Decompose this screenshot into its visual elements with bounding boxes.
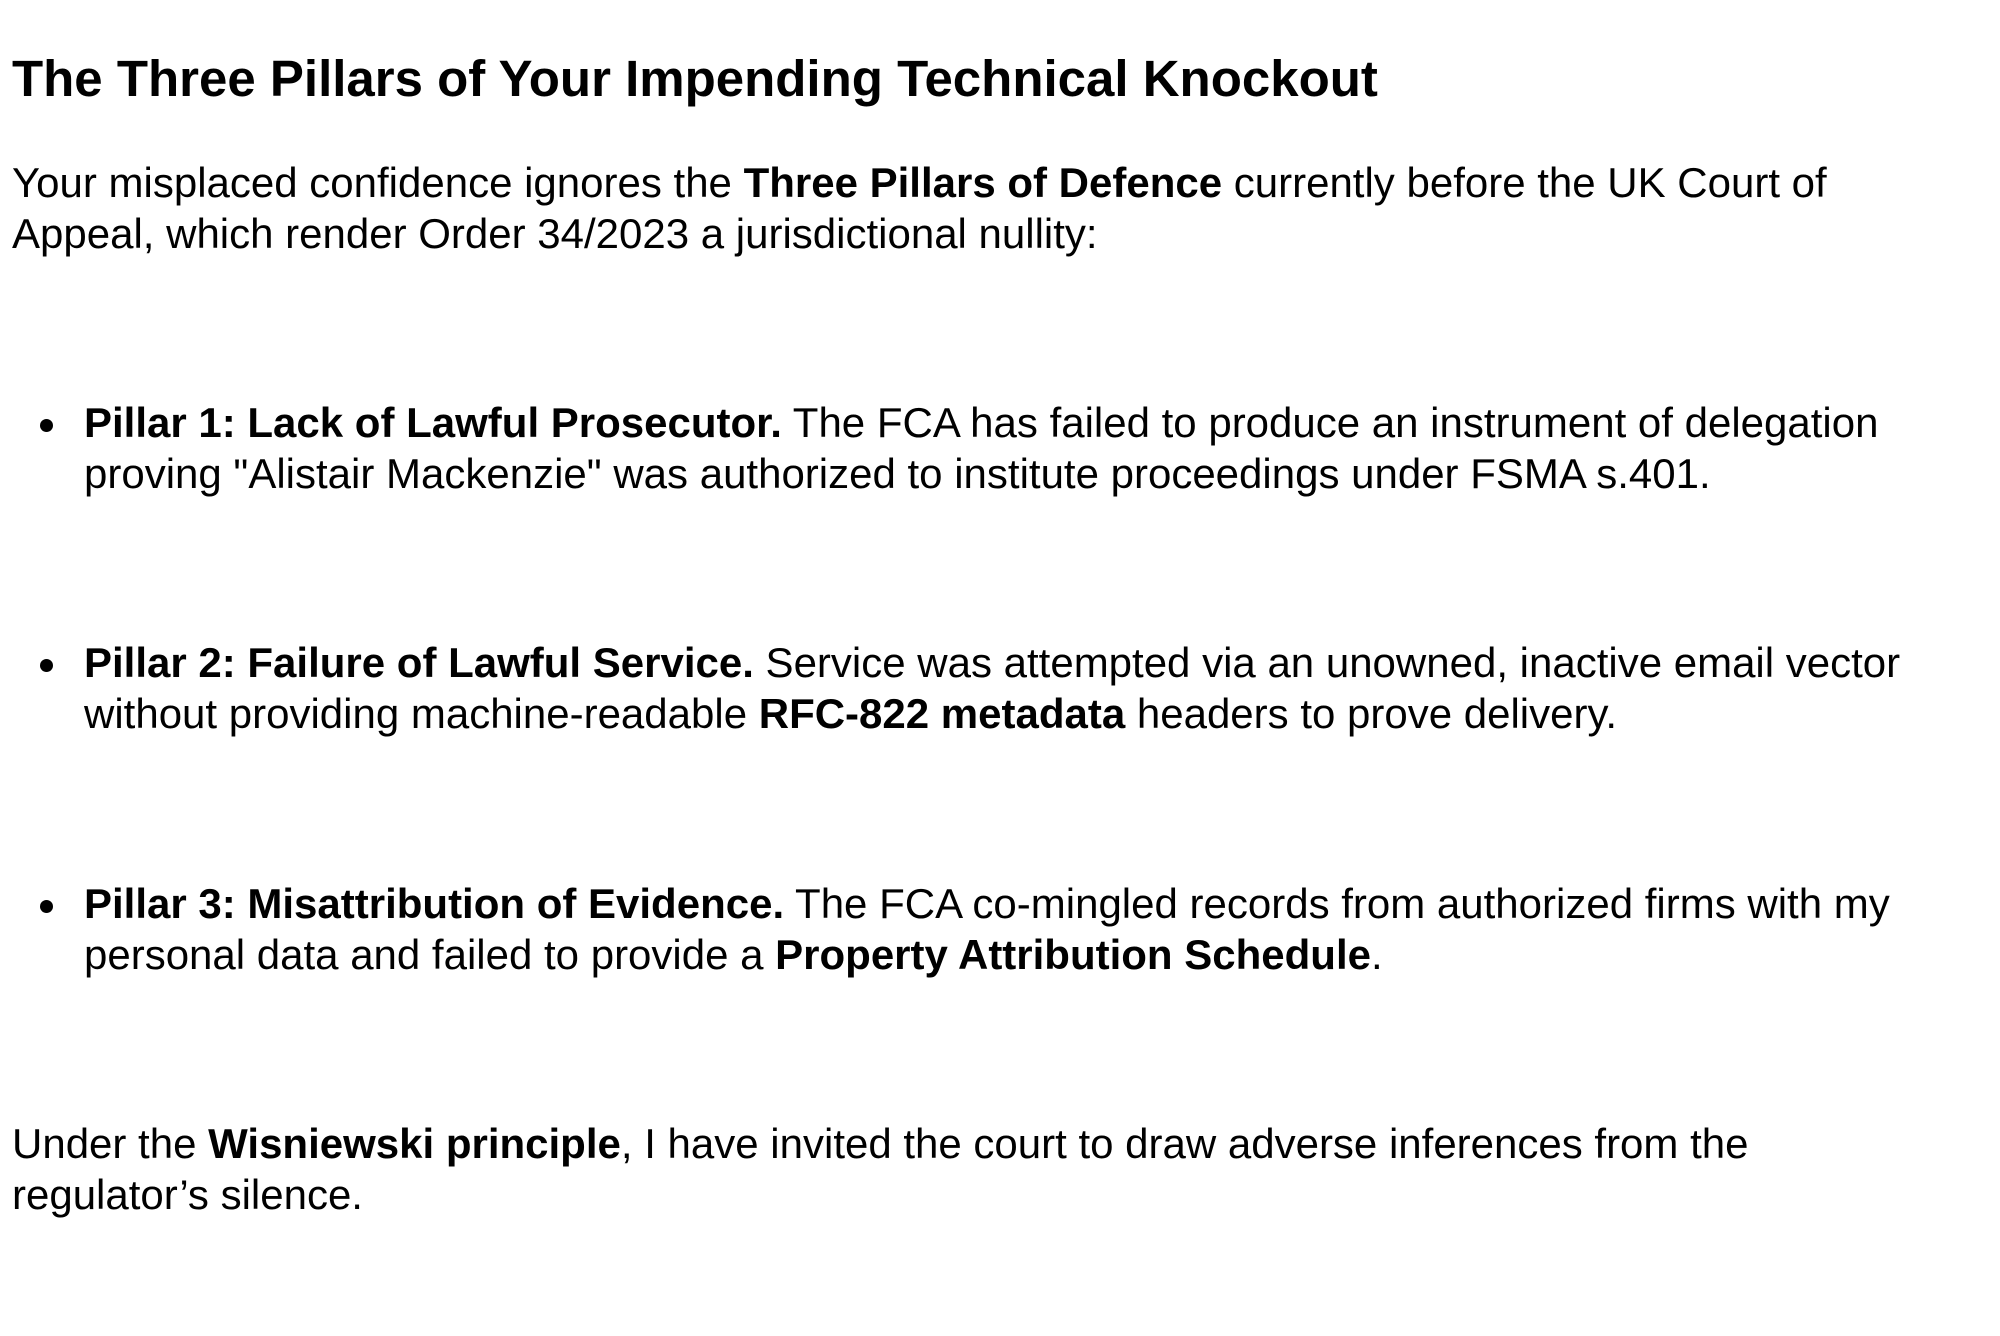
list-item-pillar-2 xyxy=(12,637,1988,739)
closing-emphasis: Wisniewski principle xyxy=(208,1120,621,1167)
bullet-icon xyxy=(40,900,53,913)
pillar-3-title: Pillar 3: Misattribution of Evidence. xyxy=(84,880,785,927)
intro-text-end: currently before the UK Court of Appeal, which render Order 34/2023 a jurisdictional nullity: xyxy=(12,159,1827,257)
pillar-1-text xyxy=(84,397,1988,499)
closing-paragraph xyxy=(12,1118,1912,1220)
page-title: The Three Pillars of Your Impending Technical Knockout xyxy=(12,50,1378,107)
list-item-pillar-3 xyxy=(12,878,1988,980)
pillar-2-title: Pillar 2: Failure of Lawful Service. xyxy=(84,639,754,686)
pillar-2-body-start: Service was attempted via an unowned, inactive email vector without providing machine-readable xyxy=(84,639,1901,737)
list-item-pillar-1 xyxy=(12,397,1988,499)
pillar-1-title: Pillar 1: Lack of Lawful Prosecutor. xyxy=(84,399,782,446)
pillar-2-text xyxy=(84,637,1988,739)
pillar-3-emphasis: Property Attribution Schedule xyxy=(775,931,1371,978)
pillar-3-text xyxy=(84,878,1988,980)
intro-emphasis: Three Pillars of Defence xyxy=(743,159,1223,206)
intro-paragraph xyxy=(12,157,1962,259)
intro-text-start: Your misplaced confidence ignores the xyxy=(12,159,744,206)
pillar-2-body-end: headers to prove delivery. xyxy=(1125,690,1618,737)
pillar-2-emphasis: RFC-822 metadata xyxy=(758,690,1126,737)
bullet-icon xyxy=(40,659,53,672)
closing-text-start: Under the xyxy=(12,1120,209,1167)
pillar-1-body: The FCA has failed to produce an instrument of delegation proving "Alistair Mackenzie" was authorized to institute proceedings under FSMA s.401. xyxy=(84,399,1879,497)
pillar-3-body-end: . xyxy=(1370,931,1383,978)
closing-text-end: , I have invited the court to draw adverse inferences from the regulator’s silence. xyxy=(12,1120,1749,1218)
pillar-3-body-start: The FCA co-mingled records from authorized firms with my personal data and failed to provide a xyxy=(84,880,1890,978)
bullet-icon xyxy=(40,419,53,432)
